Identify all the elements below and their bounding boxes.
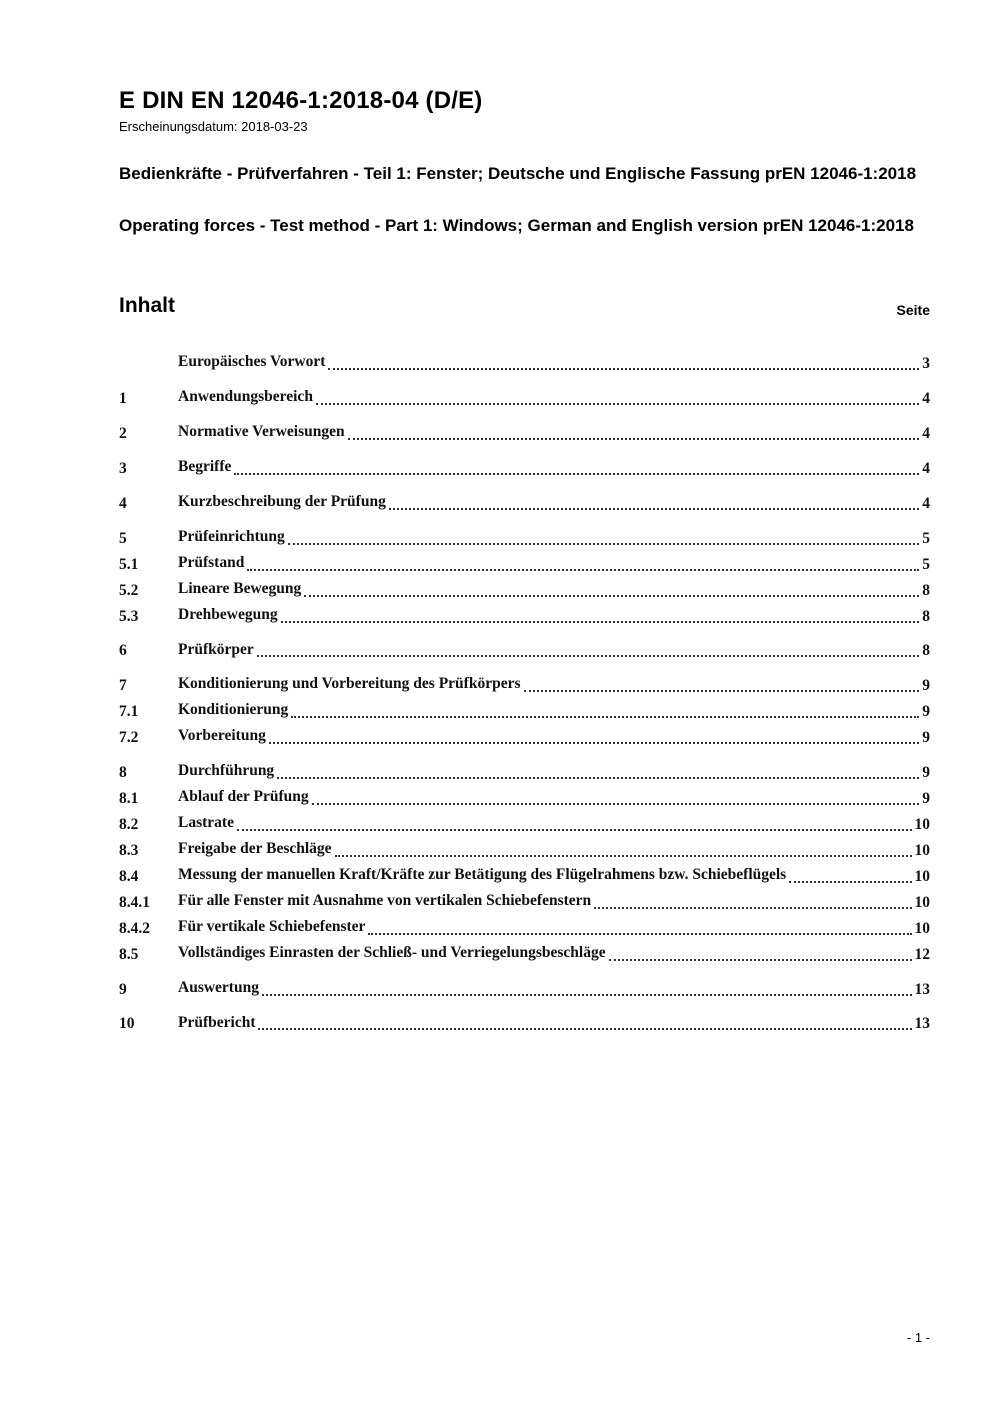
toc-row	[119, 813, 930, 834]
toc-dotted-leader	[281, 621, 920, 623]
toc-row	[119, 553, 930, 574]
toc-entry-number: 2	[119, 425, 127, 443]
toc-entry-page: 8	[922, 581, 930, 599]
toc-row	[119, 605, 930, 626]
toc-dotted-leader	[237, 829, 912, 831]
toc-row	[119, 1013, 930, 1034]
toc-row	[119, 839, 930, 860]
toc-entry-number: 8.3	[119, 841, 139, 859]
toc-entry-page: 12	[914, 945, 930, 963]
toc-row	[119, 700, 930, 721]
toc-entry-page: 9	[922, 790, 930, 808]
toc-entry-title: Vorbereitung	[178, 727, 266, 745]
toc-entry-number: 5.2	[119, 581, 139, 599]
toc-entry-title: Messung der manuellen Kraft/Kräfte zur Betätigung des Flügelrahmens bzw. Schiebeflügels	[178, 865, 787, 883]
toc-entry-page: 4	[922, 494, 930, 512]
toc-entry-page: 4	[922, 425, 930, 443]
toc-entry-title: Lastrate	[178, 814, 234, 832]
toc-row	[119, 492, 930, 513]
toc-dotted-leader	[609, 959, 912, 961]
toc-dotted-leader	[594, 907, 911, 909]
publication-date: Erscheinungsdatum: 2018-03-23	[119, 119, 308, 135]
toc-entry-number: 1	[119, 390, 127, 408]
toc-entry-number: 8	[119, 764, 127, 782]
toc-entry-number: 7.1	[119, 703, 139, 721]
toc-dotted-leader	[328, 368, 919, 370]
toc-row	[119, 387, 930, 408]
toc-row	[119, 527, 930, 548]
toc-entry-title: Vollständiges Einrasten der Schließ- und Verriegelungsbeschläge	[178, 943, 606, 961]
toc-dotted-leader	[389, 508, 919, 510]
toc-entry-page: 8	[922, 607, 930, 625]
toc-entry-title: Anwendungsbereich	[178, 388, 313, 406]
toc-entry-page: 3	[922, 355, 930, 373]
toc-entry-number: 8.4	[119, 867, 139, 885]
toc-entry-title: Konditionierung	[178, 701, 289, 719]
toc-entry-number: 7	[119, 677, 127, 695]
toc-dotted-leader	[277, 777, 919, 779]
toc-row	[119, 865, 930, 886]
toc-dotted-leader	[524, 690, 920, 692]
toc-dotted-leader	[262, 994, 912, 996]
toc-entry-title: Lineare Bewegung	[178, 579, 302, 597]
toc-entry-number: 6	[119, 642, 127, 660]
toc-header	[119, 294, 930, 318]
toc-dotted-leader	[257, 655, 919, 657]
footer-page-number: - 1 -	[906, 1330, 930, 1345]
toc-entry-page: 9	[922, 729, 930, 747]
toc-row	[119, 640, 930, 661]
toc-entry-page: 9	[922, 677, 930, 695]
toc-entry-page: 5	[922, 529, 930, 547]
toc-entry-page: 10	[914, 919, 930, 937]
toc-entry-number: 8.2	[119, 816, 139, 834]
toc-entry-title: Europäisches Vorwort	[178, 353, 326, 371]
toc-entry-page: 10	[914, 816, 930, 834]
toc-entry-page: 10	[914, 867, 930, 885]
toc-entry-number: 9	[119, 980, 127, 998]
toc-dotted-leader	[291, 716, 919, 718]
toc-entry-title: Konditionierung und Vorbereitung des Prüfkörpers	[178, 675, 521, 693]
toc-row	[119, 352, 930, 373]
toc-dotted-leader	[247, 569, 919, 571]
toc-entry-page: 8	[922, 642, 930, 660]
toc-row	[119, 457, 930, 478]
toc-row	[119, 579, 930, 600]
toc-entry-page: 10	[914, 893, 930, 911]
toc-entry-title: Freigabe der Beschläge	[178, 840, 332, 858]
toc-entry-number: 3	[119, 459, 127, 477]
toc-dotted-leader	[368, 933, 911, 935]
toc-row	[119, 726, 930, 747]
english-title: Operating forces - Test method - Part 1: Windows; German and English version prEN 12046-1:2018	[119, 216, 914, 236]
toc-row	[119, 422, 930, 443]
toc-dotted-leader	[348, 438, 920, 440]
toc-entry-number: 7.2	[119, 729, 139, 747]
toc-entry-number: 5.3	[119, 607, 139, 625]
toc-dotted-leader	[304, 595, 919, 597]
toc-dotted-leader	[269, 742, 919, 744]
toc-row	[119, 891, 930, 912]
toc-dotted-leader	[316, 403, 919, 405]
toc-entry-number: 8.4.2	[119, 919, 150, 937]
document-title: E DIN EN 12046-1:2018-04 (D/E)	[119, 87, 483, 114]
toc-entry-number: 8.4.1	[119, 893, 150, 911]
toc-dotted-leader	[335, 855, 912, 857]
toc-entry-page: 9	[922, 703, 930, 721]
toc-entry-title: Normative Verweisungen	[178, 423, 345, 441]
toc-entry-number: 5.1	[119, 555, 139, 573]
toc-entry-title: Kurzbeschreibung der Prüfung	[178, 492, 386, 510]
toc-entry-title: Begriffe	[178, 458, 232, 476]
toc-entry-page: 13	[914, 980, 930, 998]
toc-entry-title: Prüfeinrichtung	[178, 527, 285, 545]
toc-entry-number: 5	[119, 529, 127, 547]
toc-entry-number: 8.5	[119, 945, 139, 963]
toc-entry-number: 10	[119, 1015, 135, 1033]
table-of-contents	[119, 352, 930, 1033]
toc-entry-number: 8.1	[119, 790, 139, 808]
toc-entry-page: 9	[922, 764, 930, 782]
toc-entry-title: Für vertikale Schiebefenster	[178, 917, 366, 935]
toc-row	[119, 787, 930, 808]
toc-dotted-leader	[312, 803, 920, 805]
toc-entry-page: 13	[914, 1015, 930, 1033]
toc-row	[119, 917, 930, 938]
toc-entry-page: 4	[922, 390, 930, 408]
toc-entry-title: Für alle Fenster mit Ausnahme von vertikalen Schiebefenstern	[178, 891, 592, 909]
toc-heading: Inhalt	[119, 294, 175, 318]
german-title: Bedienkräfte - Prüfverfahren - Teil 1: Fenster; Deutsche und Englische Fassung prEN 12046-1:2018	[119, 164, 917, 184]
toc-entry-page: 4	[922, 459, 930, 477]
toc-dotted-leader	[789, 881, 911, 883]
toc-entry-title: Ablauf der Prüfung	[178, 788, 309, 806]
toc-row	[119, 978, 930, 999]
toc-entry-title: Auswertung	[178, 978, 259, 996]
toc-entry-page: 5	[922, 555, 930, 573]
toc-entry-number: 4	[119, 494, 127, 512]
toc-entry-title: Prüfstand	[178, 553, 245, 571]
toc-entry-title: Durchführung	[178, 762, 275, 780]
toc-entry-title: Prüfbericht	[178, 1013, 256, 1031]
toc-row	[119, 674, 930, 695]
toc-page-column-label: Seite	[896, 302, 930, 319]
toc-entry-title: Drehbewegung	[178, 605, 278, 623]
toc-row	[119, 761, 930, 782]
toc-dotted-leader	[288, 543, 919, 545]
toc-dotted-leader	[258, 1028, 911, 1030]
toc-entry-title: Prüfkörper	[178, 640, 254, 658]
toc-row	[119, 943, 930, 964]
toc-dotted-leader	[234, 473, 919, 475]
toc-entry-page: 10	[914, 841, 930, 859]
